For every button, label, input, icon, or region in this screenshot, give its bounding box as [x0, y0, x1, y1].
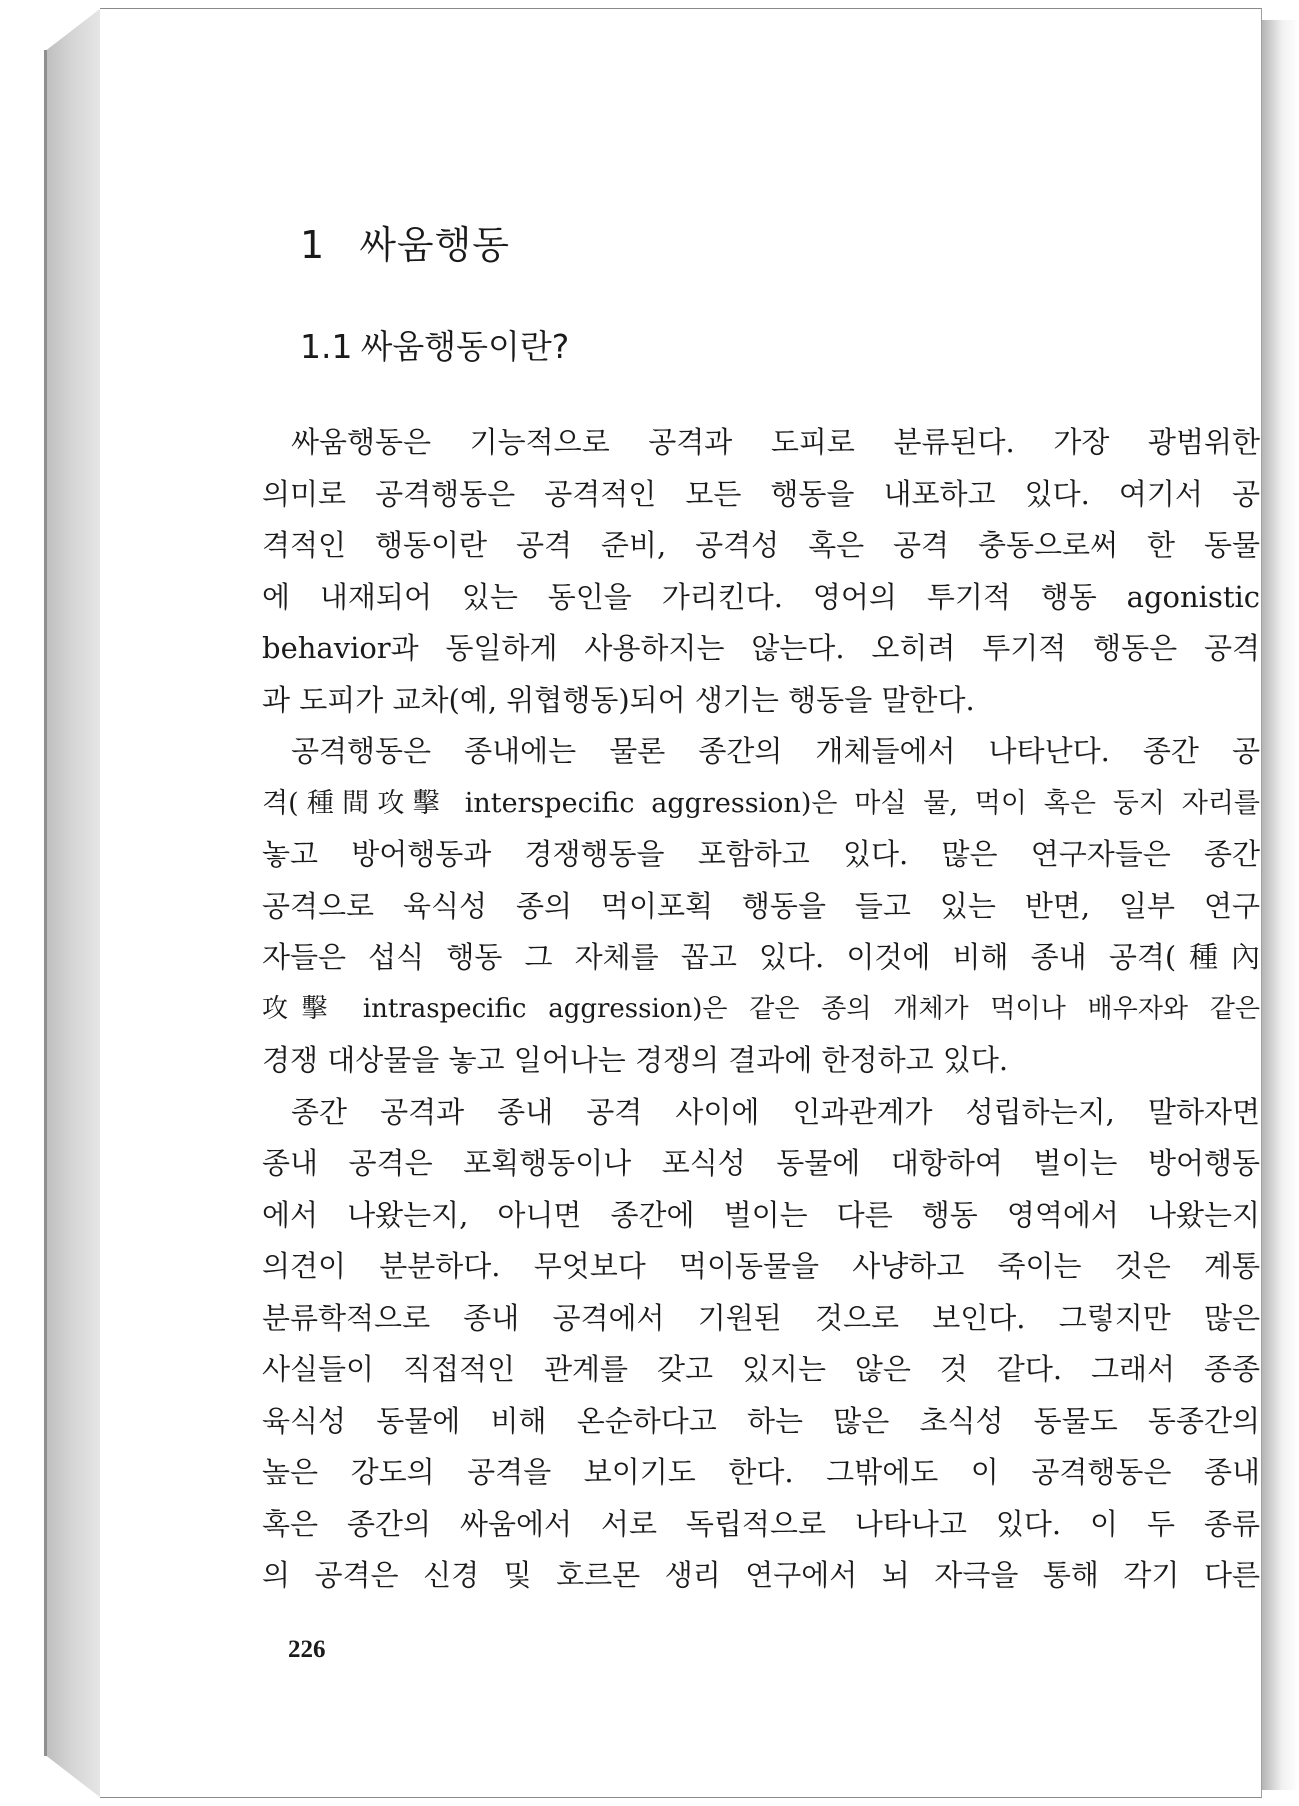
book-page — [100, 8, 1262, 1798]
section-title-text: 싸움행동이란? — [360, 327, 570, 366]
body-line: 높은 강도의 공격을 보이기도 한다. 그밖에도 이 공격행동은 종내 — [262, 1455, 1260, 1489]
book-spine — [44, 8, 101, 1798]
body-text — [262, 417, 1260, 1602]
body-line: 싸움행동은 기능적으로 공격과 도피로 분류된다. 가장 광범위한 — [291, 425, 1260, 459]
body-line: 공격행동은 종내에는 물론 종간의 개체들에서 나타난다. 종간 공 — [291, 734, 1260, 768]
body-line: 혹은 종간의 싸움에서 서로 독립적으로 나타나고 있다. 이 두 종류 — [262, 1506, 1260, 1541]
book-spine-edge — [44, 50, 47, 1756]
section-number: 1.1 — [300, 327, 353, 366]
body-line: 의 공격은 신경 및 호르몬 생리 연구에서 뇌 자극을 통해 각기 다른 — [262, 1558, 1260, 1592]
body-line: 종내 공격은 포획행동이나 포식성 동물에 대항하여 벌이는 방어행동 — [262, 1146, 1260, 1180]
section-title — [300, 321, 569, 368]
page-shadow — [1262, 20, 1299, 1790]
body-line: 경쟁 대상물을 놓고 일어나는 경쟁의 결과에 한정하고 있다. — [262, 1043, 1009, 1077]
body-line: 의견이 분분하다. 무엇보다 먹이동물을 사냥하고 죽이는 것은 계통 — [262, 1249, 1260, 1283]
chapter-title — [300, 214, 510, 269]
body-line: 과 도피가 교차(예, 위협행동)되어 생기는 행동을 말한다. — [262, 682, 975, 717]
body-line: 분류학적으로 종내 공격에서 기원된 것으로 보인다. 그렇지만 많은 — [262, 1300, 1260, 1335]
body-line: 사실들이 직접적인 관계를 갖고 있지는 않은 것 같다. 그래서 종종 — [262, 1352, 1260, 1386]
body-line: 종간 공격과 종내 공격 사이에 인과관계가 성립하는지, 말하자면 — [291, 1094, 1260, 1129]
body-line: 에서 나왔는지, 아니면 종간에 벌이는 다른 행동 영역에서 나왔는지 — [262, 1197, 1260, 1232]
body-line: 의미로 공격행동은 공격적인 모든 행동을 내포하고 있다. 여기서 공 — [262, 476, 1260, 511]
chapter-title-text: 싸움행동 — [359, 223, 511, 267]
body-line: 격적인 행동이란 공격 준비, 공격성 혹은 공격 충동으로써 한 동물 — [262, 528, 1260, 562]
body-line: 육식성 동물에 비해 온순하다고 하는 많은 초식성 동물도 동종간의 — [262, 1403, 1260, 1438]
body-line: 攻擊 intraspecific aggression)은 같은 종의 개체가 먹이나 배우자와 같은 — [262, 993, 1260, 1024]
chapter-number: 1 — [300, 223, 326, 267]
body-line: behavior과 동일하게 사용하지는 않는다. 오히려 투기적 행동은 공격 — [262, 631, 1260, 665]
page-number: 226 — [288, 1636, 326, 1663]
body-line: 격(種間攻擊 interspecific aggression)은 마실 물, 먹이 혹은 둥지 자리를 — [262, 787, 1260, 819]
body-line: 놓고 방어행동과 경쟁행동을 포함하고 있다. 많은 연구자들은 종간 — [262, 837, 1260, 871]
body-line: 공격으로 육식성 종의 먹이포획 행동을 들고 있는 반면, 일부 연구 — [262, 888, 1260, 923]
body-line: 에 내재되어 있는 동인을 가리킨다. 영어의 투기적 행동 agonistic — [262, 579, 1260, 614]
body-line: 자들은 섭식 행동 그 자체를 꼽고 있다. 이것에 비해 종내 공격(種內 — [262, 940, 1260, 974]
